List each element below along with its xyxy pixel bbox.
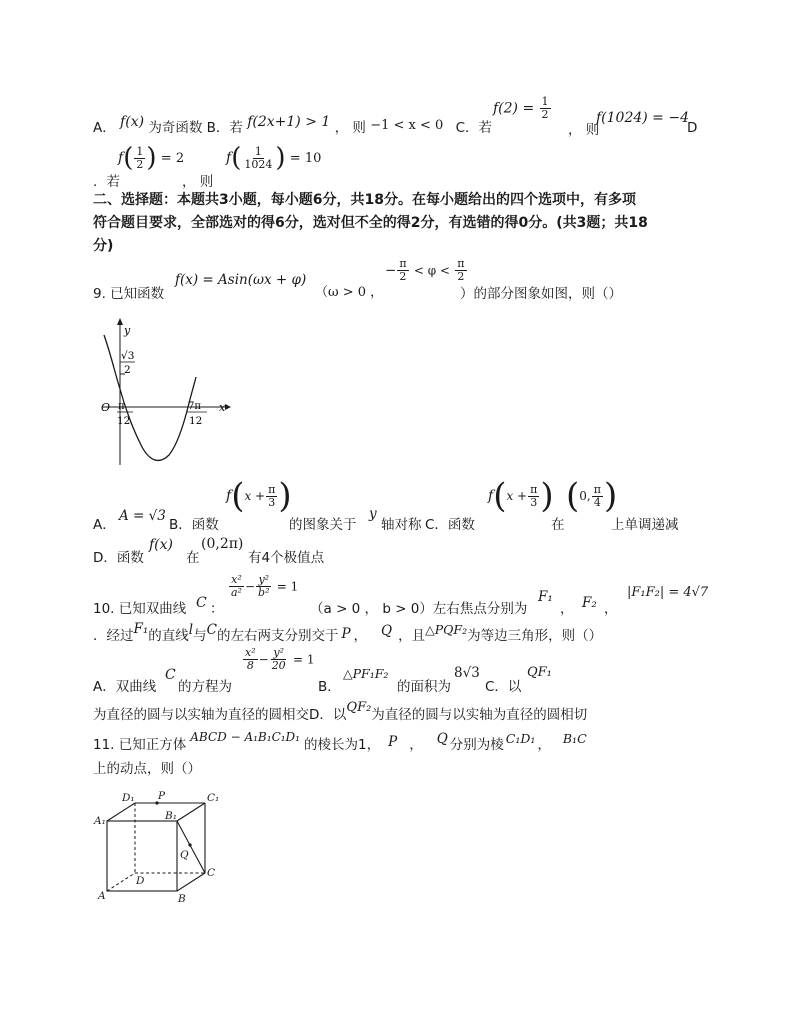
- q9-opt-b-x: x +: [244, 489, 266, 503]
- q10-line2-f1: F₁: [133, 621, 149, 637]
- q10-line2: ．经过F₁的直线l与C的左右两支分别交于 P ， Q ，且△PQF₂为等边三角形，则（）: [93, 621, 603, 644]
- q11-edge2: B₁C: [562, 731, 587, 746]
- q9-opt-d-int: (0,2π): [201, 536, 244, 552]
- q10-opt-a-prefix: A．双曲线: [93, 679, 157, 695]
- q8-d-expr2-f: f: [226, 150, 232, 166]
- q9-x1-num: π: [118, 401, 125, 412]
- q9-x2-den: 12: [189, 415, 203, 427]
- q10-opt-d-seg: QF₂: [346, 700, 372, 715]
- q8-b-prefix: B．若: [206, 120, 243, 136]
- q8-c-half: [540, 96, 551, 121]
- q8-b-then: ， 则: [334, 120, 366, 136]
- q9-opt-b-text1: 的图象关于: [289, 517, 357, 533]
- q10-opt-a-y-num: y²: [273, 646, 284, 659]
- q9-opt-c-prefix: C．函数: [425, 517, 475, 533]
- q8-c-half-num: 1: [541, 95, 549, 108]
- q11-edge-b1c1: [177, 803, 205, 821]
- q8-c-half-den: 2: [541, 108, 549, 121]
- q9-cond2-pi: π: [399, 257, 407, 270]
- section-2-line2: 符合题目要求，全部选对的得6分，选对但不全的得2分，有选错的得0分。(共3题；共18: [93, 215, 648, 231]
- q8-a-expr: f(x): [120, 114, 145, 130]
- q11-cube-figure: [92, 790, 232, 910]
- q10-eq-y-den: b²: [258, 586, 270, 599]
- q9-opt-c-text2: 上单调递减: [611, 517, 679, 533]
- q8-d-expr1-num: 1: [136, 144, 144, 158]
- q9-opt-c-int-num: π: [593, 482, 601, 496]
- q9-opt-a-prefix: A．: [93, 517, 116, 533]
- q8-d-expr1: f( $\frac{1}{2}$ ) = 2: [118, 143, 185, 173]
- section-2-line3: 分): [93, 238, 114, 254]
- q9-opt-c-int-den: 4: [593, 495, 601, 509]
- q8-d-cont: ．若: [93, 174, 120, 190]
- q10-line2-tri: △PQF₂: [425, 622, 468, 637]
- q8-d-expr2: f( $\frac{1}{1024}$ ) = 10: [226, 143, 322, 173]
- q9-cond1: （ω > 0 ，: [315, 285, 384, 300]
- q11-label-b1: B₁: [165, 810, 177, 822]
- q9-opt-d-text2: 有4个极值点: [248, 550, 325, 566]
- q8-d-expr2-num: 1: [254, 144, 262, 158]
- q9-opt-b-y: y: [369, 506, 377, 522]
- q10-opt-b-text: 的面积为: [397, 679, 451, 695]
- q10-opt-a-equation: $\frac{\text{x²}}{8}$ − $\frac{\text{y²}}{20}$ = 1: [245, 646, 315, 672]
- q11-q: Q: [436, 731, 448, 747]
- q11-p: P: [388, 734, 398, 750]
- q9-x1-den: 12: [117, 415, 131, 427]
- q11-stem-b: 的棱长为1，: [304, 737, 381, 753]
- q9-graph: [95, 315, 235, 467]
- q10-f1: F₁: [538, 589, 553, 605]
- q8-d-expr2-right: = 10: [289, 151, 322, 166]
- q9-y-arrow: [117, 318, 123, 325]
- q9-opt-c-f: f: [488, 488, 494, 504]
- q9-opt-c-int-left: 0,: [579, 489, 591, 503]
- q9-opt-d-text1: 在: [186, 550, 200, 566]
- q8-d-prefix: D: [687, 120, 698, 136]
- q8-b-result: −1 < x < 0: [370, 118, 444, 133]
- q8-d-expr1-right: = 2: [160, 151, 185, 166]
- q9-opt-b-frac: [266, 484, 277, 509]
- q9-stem-a: 9. 已知函数: [93, 286, 165, 302]
- q10-line2-d: 的左右两支分别交于: [216, 628, 339, 644]
- q10-opt-a-x-num: x²: [245, 646, 256, 659]
- q9-opt-c-num: π: [530, 482, 538, 496]
- q9-cond2-pi-right: π: [457, 257, 465, 270]
- q8-a-prefix: A．: [93, 120, 116, 136]
- q10-c: C: [196, 595, 207, 611]
- q10-line2-c: 与: [193, 628, 207, 644]
- q9-cond2-den-right: 2: [457, 270, 465, 283]
- q9-opt-b-text2: 轴对称: [381, 517, 422, 533]
- q9-cond2-frac-right: [455, 258, 466, 283]
- q10-line2-e: ，且: [398, 628, 426, 644]
- q10-f2: F₂: [582, 595, 597, 611]
- q10-stem-a: 10. 已知双曲线: [93, 601, 187, 617]
- q9-opt-c-den: 3: [530, 495, 538, 509]
- q9-opt-b-expr: f(x + $\frac{\pi}{3}$ ): [226, 476, 292, 516]
- q9-cond2: [385, 258, 468, 283]
- q9-yval-den: 2: [124, 364, 131, 376]
- q10-opt-a-c: C: [165, 667, 176, 683]
- q10-line2-a: ．经过: [93, 628, 134, 644]
- q10-line2-cname: C: [206, 622, 217, 638]
- q10-comma1: ，: [560, 601, 574, 617]
- q9-opt-d-expr: f(x): [149, 537, 174, 553]
- section-2-line1: 二、选择题：本题共3小题，每小题6分，共18分。在每小题给出的四个选项中，有多项: [93, 192, 636, 208]
- q10-line2-f: 为等边三角形，则（）: [467, 628, 603, 644]
- q8-d-expr1-frac: [134, 146, 145, 171]
- q8-d-then: ， 则: [182, 174, 214, 190]
- q10-eq-y-num: y²: [258, 573, 270, 586]
- q11-hidden-ad: [107, 873, 135, 891]
- q9-opt-b-den: 3: [268, 495, 276, 509]
- q10-opt-c-prefix: C．以: [485, 679, 522, 695]
- q8-d-expr2-frac: [242, 146, 274, 171]
- q11-label-a1: A₁: [94, 815, 106, 827]
- q8-c-then: ， 则: [568, 122, 600, 138]
- q10-opt-c-seg: QF₁: [527, 665, 552, 680]
- q10-line2-b: 的直线: [148, 628, 189, 644]
- q8-c-prefix: C．若: [455, 120, 493, 136]
- q9-opt-b-num: π: [268, 482, 276, 496]
- q9-origin: O: [101, 401, 111, 414]
- q9-opt-d-prefix: D．函数: [93, 550, 144, 566]
- q9-x-label: x: [219, 401, 226, 414]
- q11-label-d: D: [136, 875, 145, 887]
- q9-opt-c-int-frac: [592, 484, 603, 509]
- q11-label-a: A: [98, 890, 106, 902]
- q9-opt-b-f: f: [226, 488, 232, 504]
- q10-eq-x-num: x²: [231, 573, 242, 586]
- q9-cond2-den: 2: [399, 270, 407, 283]
- q11-label-p: P: [158, 790, 166, 802]
- q10-opt-a-y-den: 20: [271, 659, 286, 672]
- q8-c-expr: [493, 96, 552, 121]
- q11-line1: 11. 已知正方体 ABCD − A₁B₁C₁D₁ 的棱长为1， P ， Q 分别为棱 C₁D₁ ， B₁C: [93, 730, 587, 753]
- q11-edge1: C₁D₁: [505, 731, 536, 746]
- q10-line4-a: 为直径的圆与以实轴为直径的圆相交: [93, 707, 309, 723]
- q9-opt-b-prefix: B．函数: [169, 517, 219, 533]
- q10-line2-q: Q: [381, 623, 393, 639]
- q8-d-expr2-den: 1024: [244, 157, 273, 171]
- q8-d-expr1-f: f: [118, 150, 124, 166]
- q9-opt-c-expr: f(x + $\frac{\pi}{3}$ ): [488, 476, 554, 516]
- q10-opt-a-y: [270, 647, 288, 672]
- q8-option-a: [93, 116, 492, 136]
- q9-opt-c-x: x +: [506, 489, 528, 503]
- q10-line2-p: P: [341, 626, 351, 642]
- q9-sine-curve: [104, 335, 196, 460]
- q10-opt-a-right: = 1: [292, 652, 315, 667]
- q9-stem-b: ）的部分图象如图，则（）: [460, 286, 622, 302]
- q8-a-text: 为奇函数: [148, 120, 203, 136]
- q10-line2-l: l: [188, 622, 194, 638]
- q9-func: f(x) = Asin(ωx + φ): [175, 272, 307, 288]
- q11-edge-bc: [177, 873, 205, 891]
- q10-dist: |F₁F₂| = 4√7: [627, 585, 709, 600]
- q10-eq-right: = 1: [276, 579, 299, 594]
- q9-opt-c-frac: [528, 484, 539, 509]
- q10-line4: [93, 700, 588, 723]
- q10-equation: $\frac{\text{x²}}{\text{a²}}$ − $\frac{\text{y²}}{\text{b²}}$ = 1: [231, 573, 299, 599]
- q11-point-q: [188, 843, 191, 846]
- q9-opt-c-text1: 在: [551, 517, 565, 533]
- q10-opt-a-x-den: 8: [246, 659, 254, 672]
- q9-cond2-mid: < φ <: [413, 263, 450, 278]
- q11-label-d1: D₁: [122, 792, 135, 804]
- q11-cube: ABCD − A₁B₁C₁D₁: [190, 730, 300, 744]
- q9-opt-c-interval: (0, $\frac{\pi}{4}$ ): [566, 476, 618, 516]
- q9-x2-num: 7π: [188, 401, 201, 412]
- q10-cond: （a > 0 ， b > 0）左右焦点分别为: [310, 601, 528, 617]
- q10-eq-y: [256, 574, 271, 599]
- q9-yval-num: √3: [121, 350, 135, 362]
- q9-y-label: y: [124, 324, 131, 337]
- q10-comma2: ，: [604, 601, 618, 617]
- q9-x-arrow: [225, 404, 231, 410]
- q9-cond2-minus: −: [385, 262, 397, 279]
- q11-label-b: B: [178, 893, 186, 905]
- q11-stem-a: 11. 已知正方体: [93, 737, 187, 753]
- q8-c-expr-left: f(2) =: [493, 100, 535, 117]
- q9-cond2-frac-left: [397, 258, 408, 283]
- q11-edge-a1d1: [107, 803, 135, 821]
- q11-label-c1: C₁: [207, 792, 220, 804]
- q11-label-c: C: [207, 867, 216, 879]
- q10-opt-b-prefix: B．: [318, 679, 341, 695]
- q11-stem-c: 分别为棱: [449, 737, 504, 753]
- q8-b-expr: f(2x+1) > 1: [247, 114, 331, 130]
- q9-opt-a-expr: A = √3: [119, 508, 166, 524]
- q11-line2: 上的动点，则（）: [93, 761, 201, 777]
- q10-opt-a-mid: 的方程为: [178, 679, 232, 695]
- q10-line4-b: 为直径的圆与以实轴为直径的圆相切: [371, 707, 588, 723]
- q11-edge-b1c: [177, 821, 205, 873]
- q8-d-expr1-den: 2: [136, 157, 144, 171]
- q10-colon: ：: [210, 601, 224, 617]
- q10-opt-b-val: 8√3: [454, 665, 480, 681]
- q10-opt-d-prefix: D．以: [309, 707, 347, 723]
- q10-eq-x-den: a²: [231, 586, 242, 599]
- q8-c-result: f(1024) = −4: [596, 110, 690, 126]
- q10-opt-b-tri: △PF₁F₂: [343, 666, 389, 681]
- q11-label-q: Q: [180, 849, 189, 861]
- q10-opt-a-x: [243, 647, 258, 672]
- q10-eq-x: [229, 574, 244, 599]
